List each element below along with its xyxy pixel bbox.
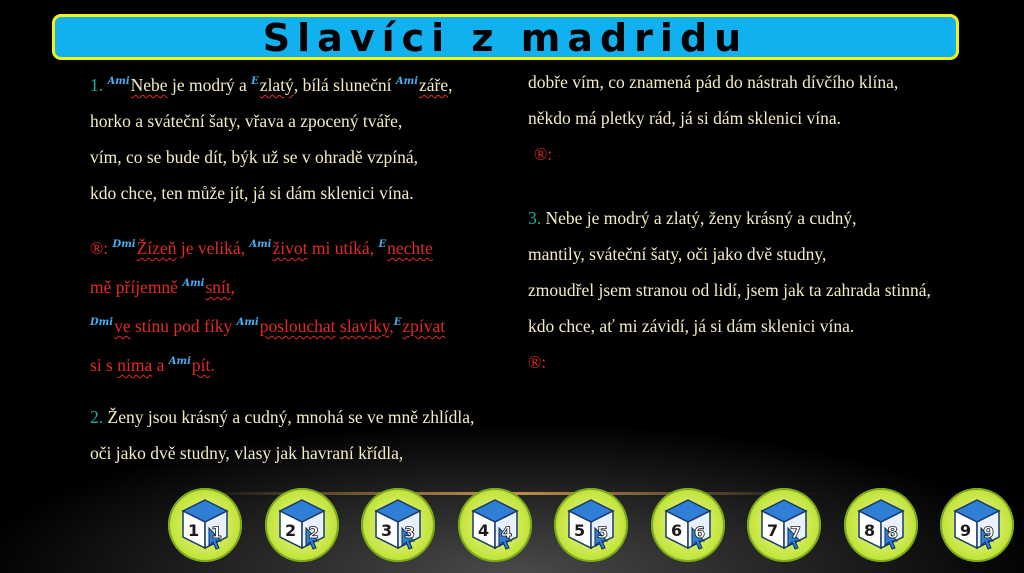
- lyric-word: život: [272, 238, 308, 258]
- verse-1-line-4: kdo chce, ten může jít, já si dám sklenici vína.: [90, 183, 414, 203]
- nav-button-label: 5: [574, 521, 586, 540]
- verse-2-line-4: někdo má pletky rád, já si dám sklenici vína.: [528, 108, 841, 128]
- nav-button-label-shadow: 8: [886, 523, 898, 542]
- lyric-text: stínu pod fíky: [130, 316, 237, 336]
- nav-button-7[interactable]: [747, 488, 821, 562]
- verse-3-line-3: zmoudřel jsem stranou od lidí, jsem jak ta zahrada stinná,: [528, 280, 931, 300]
- nav-button-label-shadow: 2: [307, 523, 319, 542]
- verse-3-line-1: [528, 200, 968, 236]
- lyric-word: slavíky: [339, 316, 390, 336]
- spacer: [90, 383, 520, 399]
- lyric-text: Ženy jsou krásný a cudný, mnohá se ve mně zhlídla,: [103, 407, 475, 427]
- nav-button-label: 7: [767, 521, 779, 540]
- refrain-mark: ®:: [90, 238, 113, 258]
- lyrics-left-column: [90, 64, 520, 471]
- house-cube-cursor-icon: [662, 498, 714, 552]
- lyric-text: , bílá sluneční: [293, 75, 396, 95]
- verse-1-line-1: [90, 64, 520, 103]
- chord-label: E: [378, 239, 387, 250]
- nav-button-label-shadow: 3: [404, 523, 416, 542]
- lyric-text: a: [152, 355, 169, 375]
- nav-button-label: 6: [670, 521, 682, 540]
- refrain-marker: ®:: [528, 352, 547, 372]
- nav-button-label: 3: [381, 521, 393, 540]
- lyric-text: .: [210, 355, 215, 375]
- lyric-word: nima: [117, 355, 153, 375]
- chord-label: Ami: [182, 278, 205, 289]
- nav-button-label-shadow: 5: [597, 523, 609, 542]
- lyric-text: mi utíká,: [307, 238, 379, 258]
- lyric-word: záře: [419, 75, 449, 95]
- verse-3-line-2: mantily, sváteční šaty, oči jako dvě studny,: [528, 244, 827, 264]
- nav-button-label: 8: [863, 521, 875, 540]
- chord-label: E: [251, 76, 259, 87]
- refrain-line-3: [90, 305, 520, 344]
- lyric-word: ve: [114, 316, 131, 336]
- nav-button-label: 1: [188, 521, 200, 540]
- chord-label: E: [393, 317, 402, 328]
- verse-2-line-1: [90, 399, 520, 435]
- chord-label: Ami: [249, 239, 272, 250]
- chord-label: Ami: [107, 76, 130, 87]
- verse-1-line-3: vím, co se bude dít, býk už se v ohradě vzpíná,: [90, 147, 419, 167]
- chord-label: Dmi: [90, 317, 114, 328]
- lyric-text: je veliká,: [176, 238, 250, 258]
- house-cube-cursor-icon: [276, 498, 328, 552]
- nav-button-label: 9: [960, 521, 972, 540]
- nav-button-label-shadow: 1: [211, 523, 223, 542]
- refrain-marker: ®:: [534, 144, 553, 164]
- nav-button-4[interactable]: [458, 488, 532, 562]
- verse-number: 1.: [90, 75, 104, 95]
- lyric-text: mě příjemně: [90, 277, 183, 297]
- chord-label: Ami: [168, 356, 191, 367]
- nav-button-label: 4: [477, 521, 489, 540]
- nav-button-label-shadow: 6: [693, 523, 705, 542]
- chord-label: Ami: [236, 317, 259, 328]
- lyric-text: ,: [230, 277, 236, 297]
- title-banner: [52, 14, 959, 60]
- nav-button-3[interactable]: [361, 488, 435, 562]
- house-cube-cursor-icon: [179, 498, 231, 552]
- nav-button-label-shadow: 4: [500, 523, 512, 542]
- verse-2-line-3: dobře vím, co znamená pád do nástrah dívčího klína,: [528, 72, 899, 92]
- lyric-text: je modrý a: [167, 75, 252, 95]
- lyric-word: pít: [191, 355, 211, 375]
- house-cube-cursor-icon: [565, 498, 617, 552]
- slide-navigation: [168, 488, 1008, 570]
- lyric-word: zpívat: [402, 316, 446, 336]
- refrain-line-1: [90, 227, 520, 266]
- spacer: [528, 172, 968, 200]
- lyric-text: Nebe je modrý a zlatý, ženy krásný a cudný,: [541, 208, 857, 228]
- nav-button-label: 2: [284, 521, 296, 540]
- verse-1-line-2: horko a sváteční šaty, vřava a zpocený tváře,: [90, 111, 403, 131]
- lyric-word: nechte: [387, 238, 433, 258]
- lyric-word: Nebe: [130, 75, 168, 95]
- house-cube-cursor-icon: [951, 498, 1003, 552]
- lyric-word: snít: [205, 277, 231, 297]
- chord-label: Ami: [395, 76, 419, 87]
- house-cube-cursor-icon: [758, 498, 810, 552]
- nav-button-label-shadow: 7: [790, 523, 802, 542]
- house-cube-cursor-icon: [372, 498, 424, 552]
- nav-button-9[interactable]: [940, 488, 1014, 562]
- lyric-text: ,: [389, 316, 394, 336]
- verse-number: 2.: [90, 407, 104, 427]
- house-cube-cursor-icon: [469, 498, 521, 552]
- lyrics-right-column: [528, 64, 968, 380]
- chord-label: Dmi: [112, 239, 136, 250]
- verse-2-line-2: oči jako dvě studny, vlasy jak havraní křídla,: [90, 443, 404, 463]
- nav-button-1[interactable]: [168, 488, 242, 562]
- nav-button-6[interactable]: [651, 488, 725, 562]
- nav-button-5[interactable]: [554, 488, 628, 562]
- song-title: Slavíci z madridu: [262, 16, 749, 60]
- lyric-word: poslouchat: [259, 316, 336, 336]
- verse-number: 3.: [528, 208, 542, 228]
- refrain-line-2: [90, 266, 520, 305]
- nav-button-2[interactable]: [265, 488, 339, 562]
- lyric-text: ,: [448, 75, 453, 95]
- nav-button-8[interactable]: [844, 488, 918, 562]
- lyric-text: si s: [90, 355, 118, 375]
- lyric-word: Žízeň: [136, 238, 177, 258]
- lyric-word: zlatý: [259, 75, 294, 95]
- verse-3-line-4: kdo chce, ať mi závidí, já si dám sklenici vína.: [528, 316, 855, 336]
- house-cube-cursor-icon: [855, 498, 907, 552]
- refrain-line-4: [90, 344, 520, 383]
- nav-button-label-shadow: 9: [983, 523, 995, 542]
- spacer: [90, 211, 520, 227]
